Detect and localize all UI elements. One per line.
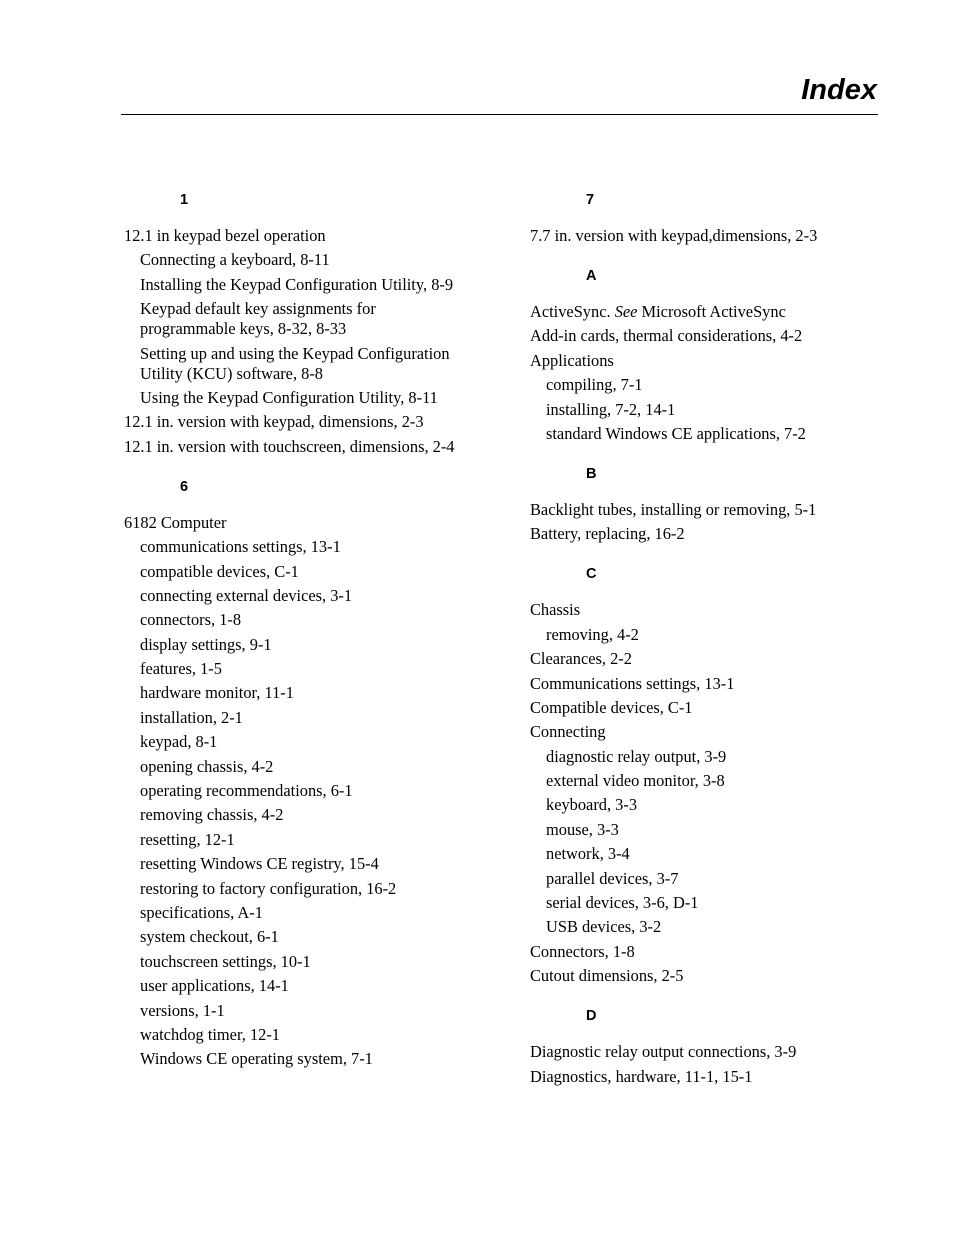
entry-text: opening chassis, 4-2 (140, 756, 274, 776)
index-subentry (124, 976, 494, 996)
entry-text: serial devices, 3-6, D-1 (546, 893, 699, 913)
index-entry (530, 698, 870, 718)
index-entry (530, 1042, 870, 1062)
index-subentry (124, 830, 494, 850)
index-subentry (530, 771, 870, 791)
index-section (530, 186, 870, 246)
index-entry (530, 500, 870, 520)
index-entry (530, 1067, 870, 1087)
entry-text: removing, 4-2 (546, 624, 639, 644)
section-heading: D (586, 1008, 597, 1025)
index-entry (124, 226, 494, 246)
index-subentry (124, 952, 494, 972)
entry-text: installation, 2-1 (140, 707, 243, 727)
see-reference: See (614, 302, 638, 321)
entry-text: Clearances, 2-2 (530, 649, 632, 669)
index-column-left (124, 186, 494, 1074)
index-subentry (124, 683, 494, 703)
index-subentry (124, 927, 494, 947)
index-section (530, 1002, 870, 1086)
index-subentry (124, 1025, 494, 1045)
entry-text: system checkout, 6-1 (140, 927, 279, 947)
entry-text: keypad, 8-1 (140, 732, 218, 752)
index-subentry (124, 299, 494, 339)
index-subentry (530, 747, 870, 767)
entry-text: 12.1 in. version with keypad, dimensions, 2-3 (124, 412, 424, 432)
header-rule (121, 114, 878, 115)
entry-text: Connectors, 1-8 (530, 941, 635, 961)
index-subentry (124, 854, 494, 874)
section-heading: C (586, 566, 597, 583)
entry-text: specifications, A-1 (140, 902, 263, 922)
entry-text: touchscreen settings, 10-1 (140, 951, 311, 971)
entry-text: USB devices, 3-2 (546, 917, 662, 937)
entry-text: display settings, 9-1 (140, 634, 272, 654)
entry-text: Diagnostic relay output connections, 3-9 (530, 1042, 797, 1062)
entry-text: Connecting (530, 722, 606, 742)
index-subentry (124, 250, 494, 270)
entry-text: installing, 7-2, 14-1 (546, 399, 676, 419)
entry-text: connectors, 1-8 (140, 610, 242, 630)
entry-text: resetting, 12-1 (140, 829, 235, 849)
entry-text: Add-in cards, thermal considerations, 4-2 (530, 326, 803, 346)
see-target: Microsoft ActiveSync (641, 302, 786, 321)
entry-text: Connecting a keyboard, 8-11 (140, 250, 330, 270)
index-subentry (530, 917, 870, 937)
entry-text: Chassis (530, 600, 581, 620)
index-subentry (124, 1001, 494, 1021)
index-subentry (530, 375, 870, 395)
entry-text: ActiveSync. (530, 302, 611, 321)
index-entry (124, 412, 494, 432)
index-subentry (124, 805, 494, 825)
entry-text: Cutout dimensions, 2-5 (530, 966, 684, 986)
section-heading: 1 (180, 192, 189, 208)
index-subentry (124, 586, 494, 606)
index-entry (124, 437, 494, 457)
entry-text: 12.1 in keypad bezel operation (124, 226, 326, 245)
index-entry (124, 513, 494, 533)
index-subentry (124, 344, 494, 384)
section-heading: A (586, 268, 597, 284)
index-entry (530, 524, 870, 544)
entry-text: Keypad default key assignments for (140, 299, 376, 319)
entry-text: operating recommendations, 6-1 (140, 781, 353, 801)
entry-text: compatible devices, C-1 (140, 561, 299, 581)
entry-text: Communications settings, 13-1 (530, 673, 735, 693)
index-entry (530, 351, 870, 371)
entry-continuation: programmable keys, 8-32, 8-33 (140, 319, 347, 339)
entry-text: restoring to factory configuration, 16-2 (140, 878, 397, 898)
index-subentry (530, 820, 870, 840)
index-subentry (124, 757, 494, 777)
entry-text: features, 1-5 (140, 659, 222, 679)
index-subentry (530, 625, 870, 645)
entry-text: compiling, 7-1 (546, 375, 643, 395)
entry-text: 12.1 in. version with touchscreen, dimensions, 2-4 (124, 436, 455, 456)
index-section (530, 262, 870, 444)
index-entry (530, 649, 870, 669)
entry-text: versions, 1-1 (140, 1000, 225, 1020)
entry-text: watchdog timer, 12-1 (140, 1024, 280, 1044)
entry-text: communications settings, 13-1 (140, 537, 341, 557)
entry-text: Windows CE operating system, 7-1 (140, 1049, 373, 1069)
index-entry (530, 966, 870, 986)
entry-text: keyboard, 3-3 (546, 795, 638, 815)
entry-text: Setting up and using the Keypad Configuration (140, 343, 450, 363)
entry-text: 7.7 in. version with keypad,dimensions, 2-3 (530, 226, 818, 245)
entry-text: Battery, replacing, 16-2 (530, 524, 685, 544)
entry-text: standard Windows CE applications, 7-2 (546, 423, 806, 443)
entry-text: resetting Windows CE registry, 15-4 (140, 854, 379, 874)
entry-text: diagnostic relay output, 3-9 (546, 746, 727, 766)
index-section (530, 460, 870, 544)
index-subentry (530, 893, 870, 913)
entry-text: network, 3-4 (546, 844, 630, 864)
index-subentry (530, 869, 870, 889)
index-section (124, 473, 494, 1070)
index-subentry (124, 562, 494, 582)
index-subentry (124, 388, 494, 408)
entry-text: Compatible devices, C-1 (530, 697, 693, 717)
section-heading: 7 (586, 192, 595, 208)
index-entry (530, 942, 870, 962)
entry-text: user applications, 14-1 (140, 976, 289, 996)
entry-text: mouse, 3-3 (546, 819, 619, 839)
index-subentry (530, 844, 870, 864)
index-entry (530, 722, 870, 742)
index-entry (530, 674, 870, 694)
index-subentry (124, 635, 494, 655)
index-subentry (124, 708, 494, 728)
index-subentry (124, 879, 494, 899)
entry-text: removing chassis, 4-2 (140, 805, 284, 825)
index-entry (530, 302, 870, 322)
entry-text: Diagnostics, hardware, 11-1, 15-1 (530, 1066, 753, 1086)
index-column-right (530, 186, 870, 1091)
index-subentry (124, 903, 494, 923)
index-subentry (124, 537, 494, 557)
entry-text: Backlight tubes, installing or removing, 5-1 (530, 499, 817, 519)
section-heading: 6 (180, 478, 189, 495)
section-heading: B (586, 465, 597, 482)
index-subentry (124, 610, 494, 630)
index-subentry (124, 732, 494, 752)
entry-text: hardware monitor, 11-1 (140, 683, 294, 703)
index-entry (530, 226, 870, 246)
entry-text: 6182 Computer (124, 512, 227, 532)
entry-text: connecting external devices, 3-1 (140, 585, 353, 605)
index-section (124, 186, 494, 457)
index-subentry (530, 424, 870, 444)
index-subentry (124, 1049, 494, 1069)
entry-text: external video monitor, 3-8 (546, 771, 725, 791)
index-entry (530, 600, 870, 620)
entry-text: Installing the Keypad Configuration Utility, 8-9 (140, 274, 454, 294)
entry-text: Using the Keypad Configuration Utility, 8-11 (140, 387, 438, 407)
entry-text: Applications (530, 350, 614, 370)
index-entry (530, 326, 870, 346)
index-subentry (530, 795, 870, 815)
index-subentry (124, 659, 494, 679)
index-section (530, 560, 870, 986)
entry-text: parallel devices, 3-7 (546, 868, 679, 888)
index-subentry (530, 400, 870, 420)
index-subentry (124, 275, 494, 295)
entry-continuation: Utility (KCU) software, 8-8 (140, 363, 323, 383)
index-subentry (124, 781, 494, 801)
page-title: Index (801, 74, 877, 106)
